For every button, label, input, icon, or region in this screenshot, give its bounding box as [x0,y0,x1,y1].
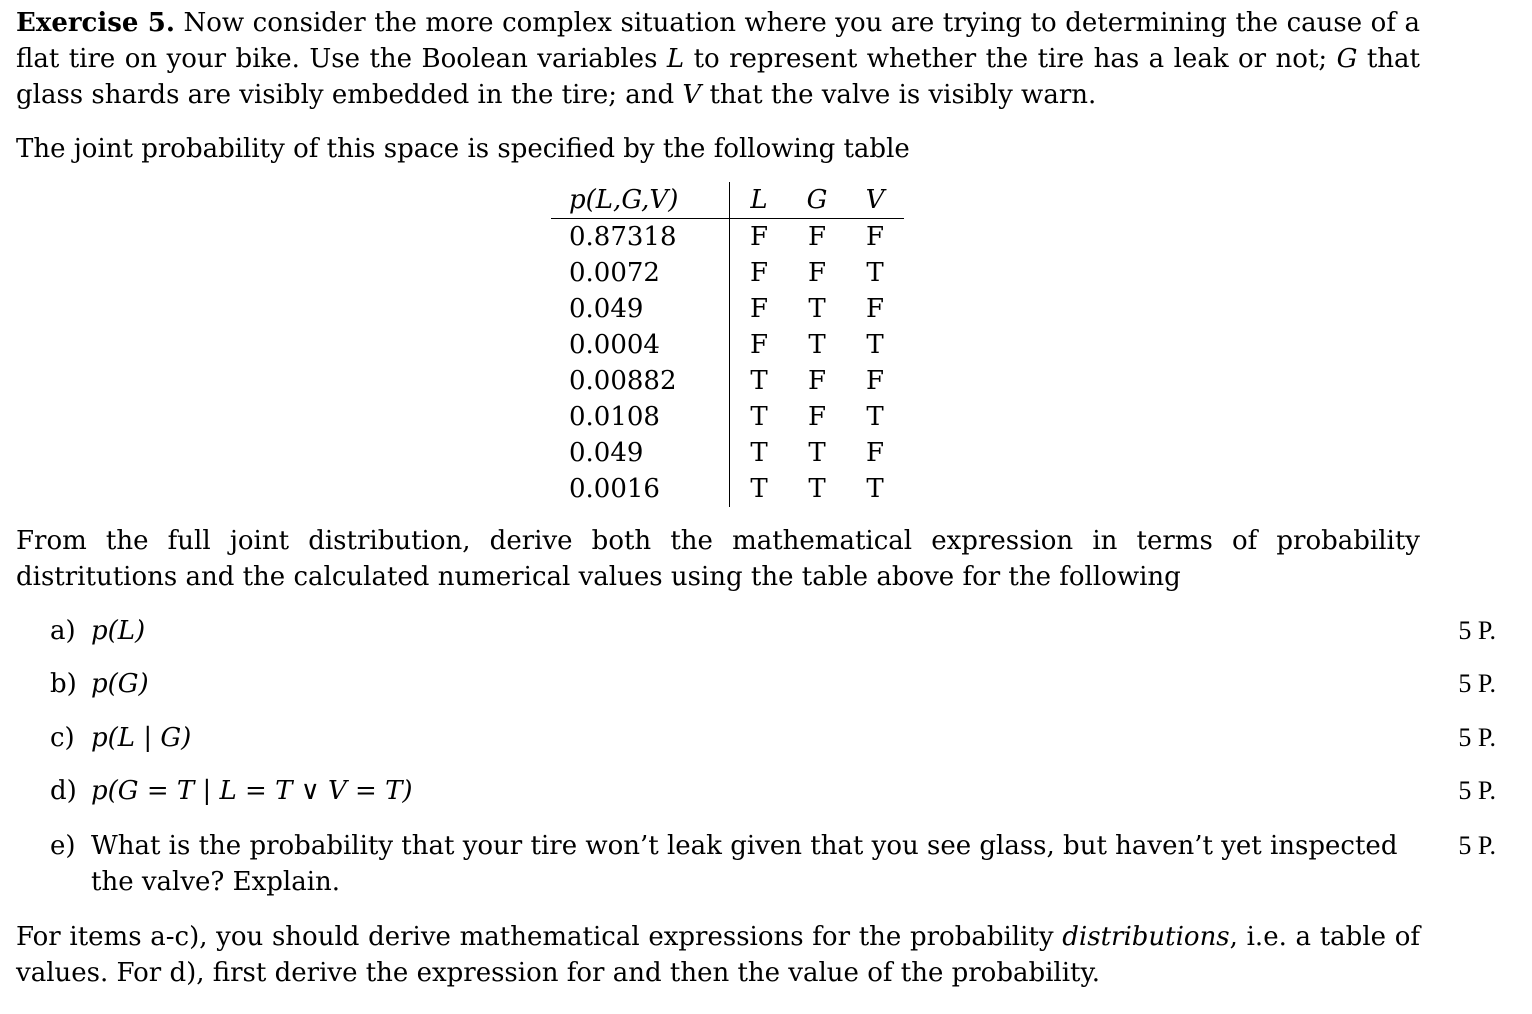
cell-g: F [807,366,827,396]
cell-prob: 0.0004 [551,327,730,363]
cell-l: F [749,258,769,288]
cell-l: F [749,222,769,252]
cell-v: F [865,366,885,396]
exercise-heading: Exercise 5. [16,8,175,38]
item-label: d) [50,776,77,806]
cell-g: F [807,222,827,252]
cell-g: F [807,258,827,288]
cell-g: F [807,402,827,432]
cell-v: T [866,474,884,504]
cell-v: F [865,294,885,324]
cell-l: F [749,294,769,324]
cell-prob: 0.049 [551,435,730,471]
header-v: V [846,182,904,219]
cell-l: T [750,474,768,504]
cell-g: T [808,330,826,360]
exercise-intro: Exercise 5. Now consider the more complex situation where you are trying to determining the cause of a flat tire on your bike. Use the Boolean variables L to represent whether the tire has a leak or not; G that glass shards are visibly embedded in the tire; and V that the valve is visibly warn. [16,8,1420,110]
item-label: b) [50,669,77,699]
item-points: 5 P. [1458,831,1496,860]
table-header-row [551,182,904,219]
table-row [551,291,904,327]
table-row [551,399,904,435]
cell-prob: 0.87318 [551,219,730,256]
var-l: L [666,44,685,74]
header-g: G [788,182,846,219]
var-v: V [682,80,702,110]
item-label: a) [50,616,76,646]
derive-instructions: From the full joint distribution, derive both the mathematical expression in terms of probability distritutions and the calculated numerical values using the table above for the following [16,526,1420,592]
table-row [551,327,904,363]
table-row [551,219,904,256]
items-note: For items a-c), you should derive mathematical expressions for the probability distributions, i.e. a table of values. For d), first derive the expression for and then the value of the probability. [16,922,1420,988]
cell-prob: 0.0072 [551,255,730,291]
cell-g: T [808,294,826,324]
item-points: 5 P. [1458,616,1496,645]
emphasis-distributions: distributions [1062,922,1230,952]
cell-v: F [865,222,885,252]
item-points: 5 P. [1458,723,1496,752]
cell-prob: 0.0016 [551,471,730,507]
cell-prob: 0.0108 [551,399,730,435]
item-text: What is the probability that your tire won’t leak given that you see glass, but haven’t yet inspected the valve? Explain. [91,831,1398,897]
header-l: L [730,182,789,219]
table-row [551,471,904,507]
item-text: p(L) [91,616,146,646]
item-label: e) [50,831,76,861]
cell-l: T [750,402,768,432]
cell-v: T [866,330,884,360]
cell-prob: 0.049 [551,291,730,327]
cell-l: F [749,330,769,360]
table-row [551,435,904,471]
cell-v: F [865,438,885,468]
cell-g: T [808,474,826,504]
cell-v: T [866,402,884,432]
var-g: G [1336,44,1358,74]
cell-l: T [750,438,768,468]
table-row [551,363,904,399]
cell-prob: 0.00882 [551,363,730,399]
item-label: c) [50,723,75,753]
joint-probability-table [551,182,904,507]
header-prob: p(L,G,V) [551,182,730,219]
table-row [551,255,904,291]
cell-g: T [808,438,826,468]
item-points: 5 P. [1458,669,1496,698]
joint-sentence: The joint probability of this space is specified by the following table [16,134,910,164]
cell-v: T [866,258,884,288]
cell-l: T [750,366,768,396]
item-text: p(G) [91,669,149,699]
item-text: p(G = T | L = T ∨ V = T) [91,776,413,806]
item-points: 5 P. [1458,776,1496,805]
item-text: p(L | G) [91,723,192,753]
